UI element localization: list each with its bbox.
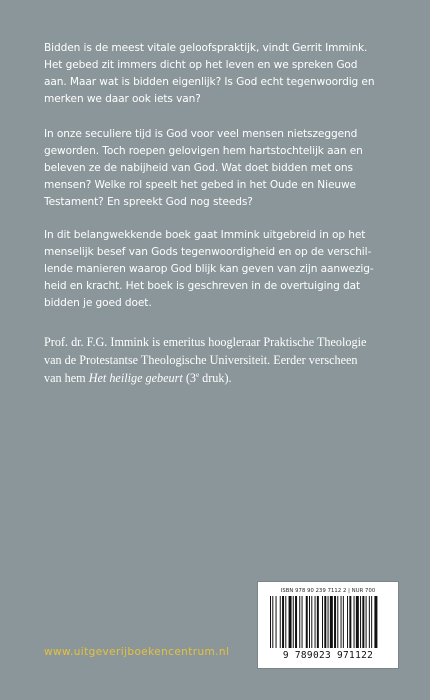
edition-open: (3: [182, 371, 196, 385]
previous-book-title: Het heilige gebeurt: [88, 371, 183, 385]
edition-close: druk).: [199, 371, 232, 385]
barcode-box: [257, 581, 399, 669]
blurb-paragraph-3: In dit belangwekkende boek gaat Immink uitgebreid in op het menselijk besef van Gods tegenwoordigheid en op de verschil- lende manieren waarop God blijk kan geven van zijn aanwezig- heid en kracht. Het boek is geschreven in de overtuiging dat bidden je goed doet.: [44, 229, 374, 309]
publisher-website-link[interactable]: www.uitgeverijboekencentrum.nl: [44, 646, 230, 658]
author-bio: [44, 333, 404, 387]
author-bio-text: Prof. dr. F.G. Immink is emeritus hoogleraar Praktische Theologie van de Protestantse Theologische Universiteit. Eerder verscheen van hem: [44, 335, 367, 385]
edition-superscript: e: [195, 370, 200, 379]
blurb-paragraph-1: Bidden is de meest vitale geloofspraktijk, vindt Gerrit Immink. Het gebed zit immers dicht op het leven en we spreken God aan. Maar wat is bidden eigenlijk? Is God echt tegenwoordig en merken we daar ook iets van?: [44, 42, 375, 105]
isbn-line: ISBN 978 90 239 7112 2 | NUR 700: [280, 588, 376, 594]
barcode-icon: [268, 596, 388, 650]
barcode-digits: 9 789023 971122: [282, 650, 374, 661]
blurb-paragraph-2: In onze seculiere tijd is God voor veel mensen nietszeggend geworden. Toch roepen gelovigen hem hartstochtelijk aan en beleven ze de nabijheid van God. Wat doet bidden met ons mensen? Welke rol speelt het gebed in het Oude en Nieuwe Testament? En spreekt God nog steeds?: [44, 128, 363, 208]
